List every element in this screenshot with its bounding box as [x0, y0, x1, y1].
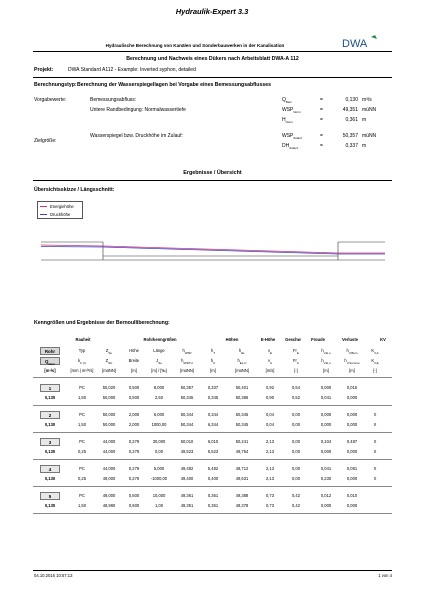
table-cell: 1,50: [78, 503, 86, 508]
footer-timestamp: 04.10.2016 10:57:13: [34, 573, 73, 578]
table-cell: 0,04: [266, 422, 274, 427]
table-cell: 0,42: [292, 493, 300, 498]
svg-text:DWA: DWA: [342, 38, 368, 49]
table-header-cell: $h_{V,E,o}$: [321, 348, 331, 355]
table-header-cell: $h_{V,Bem}$: [346, 348, 358, 355]
table-cell: 0,000: [346, 395, 358, 400]
table-cell: 50,344: [180, 422, 194, 427]
input-unit: müNN: [362, 133, 377, 139]
table-cell: 0,230: [320, 476, 332, 481]
table-header-cell: $Z_{SU}$: [105, 358, 113, 365]
table-header-cell: $h_{WSP,U}$: [181, 358, 193, 365]
table-cell: 44,000: [102, 466, 116, 471]
table-unit: [m]: [323, 368, 329, 373]
table-cell: 2,13: [266, 466, 274, 471]
table-cell: X: [373, 449, 377, 454]
project-value: DWA Standard A112 - Example: Inverted syphon, detailed: [68, 67, 196, 73]
table-cell: 49,712: [235, 466, 249, 471]
table-header-cell: $K_{V,A}$: [371, 348, 379, 355]
table-cell: 0,000: [346, 412, 358, 417]
table-cell: 5,000: [153, 466, 165, 471]
table-cell: 49,000: [102, 493, 116, 498]
table-cell: 0,361: [207, 503, 219, 508]
table-header-cell: $k_{b | k}$: [78, 358, 86, 365]
table-cell: 49,361: [180, 493, 194, 498]
input-unit: m: [362, 143, 367, 149]
table-cell: 0,104: [320, 439, 332, 444]
table-cell: 50,344: [180, 412, 194, 417]
table-cell: 0,04: [266, 412, 274, 417]
table-group-header: KV: [380, 337, 386, 342]
table-cell: 0,000: [346, 503, 358, 508]
pipe-number: 1: [40, 384, 60, 392]
header-divider: [33, 51, 392, 52]
table-header-cell: $Fr_E$: [293, 348, 299, 355]
table-cell: 0,00: [292, 449, 300, 454]
table-cell: 49,482: [180, 466, 194, 471]
table-cell: 5,482: [207, 466, 219, 471]
table-header-cell: $h_{WSP}$: [182, 348, 192, 355]
table-cell: 0,000: [346, 476, 358, 481]
input-symbol: $WSP_{Zulauf}$: [282, 133, 302, 140]
table-cell: 6,010: [207, 439, 219, 444]
table-cell: 0,00: [292, 439, 300, 444]
table-cell: 50,020: [102, 385, 116, 390]
table-cell: 1,50: [78, 395, 86, 400]
table-unit: [-]: [294, 368, 298, 373]
table-cell: 0,010: [346, 493, 358, 498]
legend-pressure-swatch: [40, 214, 47, 215]
input-unit: müNN: [362, 107, 377, 113]
results-divider: [33, 180, 392, 181]
pipe-number: 3: [40, 438, 60, 446]
input-symbol: $H_{Norm}$: [282, 117, 293, 124]
table-group-header: E-Höhe: [260, 337, 276, 342]
table-cell: 49,523: [180, 449, 194, 454]
table-cell: 10,000: [152, 493, 166, 498]
table-header-cell: $h_{EL}$: [239, 348, 245, 355]
table-cell: 0,73: [266, 493, 274, 498]
table-cell: 2,13: [266, 449, 274, 454]
table-cell: 0,25: [78, 476, 86, 481]
table-cell: 50,345: [235, 422, 249, 427]
table-cell: 0,000: [320, 385, 332, 390]
calc-type-label: Berechnungstyp:: [34, 82, 77, 88]
table-cell: 0,012: [320, 493, 332, 498]
input-eq: =: [320, 133, 323, 139]
input-desc: Untere Randbedingung: Normalwassertiefe: [90, 107, 186, 113]
table-group-header: Rohrkenngrößen: [143, 337, 177, 342]
table-cell: 1000,00: [151, 422, 167, 427]
table-cell: 6,344: [207, 422, 219, 427]
table-header-cell: $h_{V,E,u}$: [321, 358, 331, 365]
table-cell: 0,500: [128, 385, 140, 390]
calc-type-value: Berechnung der Wasserspiegellagen bei Vorgabe eines Bemessungsabflusses: [77, 82, 272, 88]
project-divider: [33, 77, 392, 78]
table-cell: X: [373, 476, 377, 481]
table-unit: [müNN]: [180, 368, 194, 373]
legend-energy: [38, 203, 82, 210]
table-unit: [m]: [210, 368, 216, 373]
dwa-logo: [341, 34, 379, 49]
table-unit: [mm | m¹/³/s]: [70, 368, 94, 373]
table-unit: [m³/s]: [44, 368, 56, 373]
table-cell: 49,378: [235, 503, 249, 508]
table-header-cell: $Z_{So}$: [105, 348, 113, 355]
table-cell: 0,54: [292, 385, 300, 390]
table-cell: 0,344: [207, 412, 219, 417]
app-title: Hydraulik-Expert 3.3: [175, 7, 249, 16]
table-header-cell: $h_{V,Summe}$: [344, 358, 360, 365]
table-cell: 0,337: [207, 385, 219, 390]
table-cell: 50,345: [180, 395, 194, 400]
table-unit: [müNN]: [102, 368, 116, 373]
table-header-cell: $h_{EL,U}$: [237, 358, 247, 365]
table-cell: PC: [79, 493, 85, 498]
legend-energy-label: Energiehöhe: [50, 204, 74, 210]
table-header-cell: $h_U$: [210, 358, 216, 365]
table-cell: 44,000: [102, 449, 116, 454]
sketch-title: Übersichtsskizze / Längsschnitt:: [34, 187, 115, 193]
table-cell: 0,00: [292, 466, 300, 471]
table-group-header: Verluste: [342, 337, 358, 342]
table-header-cell: Breite: [128, 358, 140, 363]
table-cell: 0,500: [128, 395, 140, 400]
table-cell: 0,73: [266, 503, 274, 508]
table-cell: 0,361: [207, 493, 219, 498]
table-cell: 2,13: [266, 476, 274, 481]
table-group-header: Froude: [311, 337, 325, 342]
table-cell: 50,386: [235, 395, 249, 400]
table-group-header: Rauheit: [75, 337, 91, 342]
table-cell: 2,13: [266, 439, 274, 444]
input-value: 0,361: [345, 117, 358, 123]
table-cell: 49,754: [235, 449, 249, 454]
input-desc: Wasserspiegel bzw. Druckhöhe im Zulauf:: [90, 133, 183, 139]
table-cell: X: [373, 439, 377, 444]
table-cell: 0,279: [128, 466, 140, 471]
table-unit: [müNN]: [235, 368, 249, 373]
input-value: 50,357: [342, 133, 358, 139]
table-row-divider: [33, 459, 392, 460]
table-cell: 0,279: [128, 449, 140, 454]
table-cell: PC: [79, 439, 85, 444]
longitudinal-section-sketch: [33, 198, 392, 308]
table-cell: 0,279: [128, 439, 140, 444]
legend-pressure-label: Druckhöhe: [50, 212, 71, 218]
pipe-number: 4: [40, 465, 60, 473]
table-row-divider: [33, 513, 392, 514]
table-title: Kenngrößen und Ergebnisse der Bernoulliberechnung:: [34, 320, 170, 326]
pipe-number: 2: [40, 411, 60, 419]
table-cell: 49,388: [235, 493, 249, 498]
table-unit: [m] / [‰]: [151, 368, 167, 373]
table-header-cell: $h_T$: [210, 348, 216, 355]
table-cell: PC: [79, 466, 85, 471]
table-cell: PC: [79, 385, 85, 390]
table-cell: 49,000: [102, 476, 116, 481]
table-cell: 2,000: [128, 422, 140, 427]
table-cell: X: [373, 466, 377, 471]
table-cell: 50,241: [235, 439, 249, 444]
table-cell: 0,000: [320, 503, 332, 508]
table-cell: 0,345: [207, 395, 219, 400]
input-eq: =: [320, 117, 323, 123]
table-cell: 44,000: [102, 439, 116, 444]
table-cell: 50,345: [235, 412, 249, 417]
table-unit: [m/s]: [265, 368, 275, 373]
input-symbol: $WSP_{Norm}$: [282, 107, 301, 114]
legend-pressure: [38, 211, 82, 218]
table-unit: [m]: [131, 368, 137, 373]
vorgabewerte-label: Vorgabewerte:: [34, 97, 67, 103]
table-cell: 0,000: [320, 449, 332, 454]
table-cell: 1,50: [78, 422, 86, 427]
footer-page: 1 von 4: [378, 573, 392, 578]
table-cell: 0,487: [346, 439, 358, 444]
table-cell: 0,279: [128, 476, 140, 481]
table-header-cell: Länge: [153, 348, 165, 353]
table-cell: 2,50: [155, 395, 163, 400]
table-header-divider: [33, 377, 392, 378]
table-header-cell: $K_{V,E}$: [371, 358, 379, 365]
pipe-flow: 0,130: [44, 476, 56, 481]
table-cell: 0,92: [266, 385, 274, 390]
zielgroesse-label: Zielgröße:: [34, 138, 57, 144]
table-cell: 48,990: [102, 503, 116, 508]
header-q: $Q_{Bem}$: [40, 357, 60, 365]
table-cell: 0,90: [266, 395, 274, 400]
input-eq: =: [320, 143, 323, 149]
footer-divider: [33, 570, 392, 571]
table-cell: 50,357: [180, 385, 194, 390]
table-cell: 0,00: [292, 476, 300, 481]
table-cell: 50,000: [102, 395, 116, 400]
input-symbol: $Q_{Bem}$: [282, 97, 293, 104]
table-cell: 0,52: [292, 395, 300, 400]
table-cell: 0,000: [346, 422, 358, 427]
table-cell: 0,00: [155, 449, 163, 454]
table-cell: 0,000: [320, 422, 332, 427]
table-cell: 0,00: [292, 422, 300, 427]
pipe-number: 5: [40, 492, 60, 500]
input-eq: =: [320, 97, 323, 103]
table-cell: 50,000: [102, 422, 116, 427]
table-cell: 49,631: [235, 476, 249, 481]
table-cell: X: [373, 412, 377, 417]
table-cell: -1000,00: [150, 476, 168, 481]
table-cell: 50,000: [102, 412, 116, 417]
table-cell: 49,351: [180, 503, 194, 508]
table-cell: 0,015: [346, 385, 358, 390]
table-cell: 0,041: [320, 466, 332, 471]
table-row-divider: [33, 432, 392, 433]
pipe-flow: 0,130: [44, 449, 56, 454]
table-cell: 0,600: [128, 503, 140, 508]
table-cell: 50,010: [180, 439, 194, 444]
input-value: 0,130: [345, 97, 358, 103]
table-cell: 8,000: [153, 385, 165, 390]
pipe-flow: 0,130: [44, 503, 56, 508]
table-cell: 50,401: [235, 385, 249, 390]
table-cell: X: [373, 422, 377, 427]
table-cell: 5,523: [207, 449, 219, 454]
table-header-cell: $v_E$: [267, 348, 273, 355]
input-symbol: $DH_{Zulauf}$: [282, 143, 298, 150]
table-header-cell: Typ: [78, 348, 86, 353]
table-cell: 2,000: [128, 412, 140, 417]
input-unit: m: [362, 117, 367, 123]
sketch-legend: [37, 201, 83, 219]
table-row-divider: [33, 486, 392, 487]
input-value: 49,351: [342, 107, 358, 113]
input-value: 0,337: [345, 143, 358, 149]
table-cell: 0,400: [207, 476, 219, 481]
table-cell: 49,400: [180, 476, 194, 481]
table-header-cell: Höhe: [129, 348, 139, 353]
table-cell: 0,000: [346, 449, 358, 454]
table-cell: 0,081: [346, 466, 358, 471]
table-group-header: Geschw: [285, 337, 301, 342]
table-header-cell: $J_{So}$: [156, 358, 162, 365]
header-rohr: Rohr: [40, 347, 60, 355]
table-unit: [-]: [373, 368, 377, 373]
results-title: Ergebnisse / Übersicht: [183, 170, 242, 176]
input-eq: =: [320, 107, 323, 113]
pipe-flow: 0,130: [44, 422, 56, 427]
project-label: Projekt:: [34, 67, 54, 73]
table-unit: [m]: [349, 368, 355, 373]
table-header-cell: $v_A$: [267, 358, 273, 365]
table-cell: PC: [79, 412, 85, 417]
table-cell: 0,00: [292, 412, 300, 417]
table-group-header: Höhen: [225, 337, 239, 342]
table-cell: 30,000: [152, 439, 166, 444]
input-unit: m³/s: [362, 97, 372, 103]
table-header-cell: $Fr_A$: [293, 358, 299, 365]
table-cell: 0,000: [320, 412, 332, 417]
app-subtitle: Hydraulische Berechnung von Kanälen und Sonderbauwerken in der Kanalisation: [105, 43, 285, 48]
table-row-divider: [33, 405, 392, 406]
pipe-flow: 0,130: [44, 395, 56, 400]
table-cell: 0,25: [78, 449, 86, 454]
table-cell: 0,041: [320, 395, 332, 400]
table-cell: 6,000: [153, 412, 165, 417]
legend-energy-swatch: [40, 206, 47, 207]
input-desc: Bemessungsabfluss:: [90, 97, 137, 103]
table-cell: 0,42: [292, 503, 300, 508]
table-cell: 0,600: [128, 493, 140, 498]
energy-line: [41, 245, 385, 253]
doc-title: Berechnung und Nachweis eines Dükers nach Arbeitsblatt DWA-A 112: [126, 56, 299, 62]
table-cell: 1,00: [155, 503, 163, 508]
